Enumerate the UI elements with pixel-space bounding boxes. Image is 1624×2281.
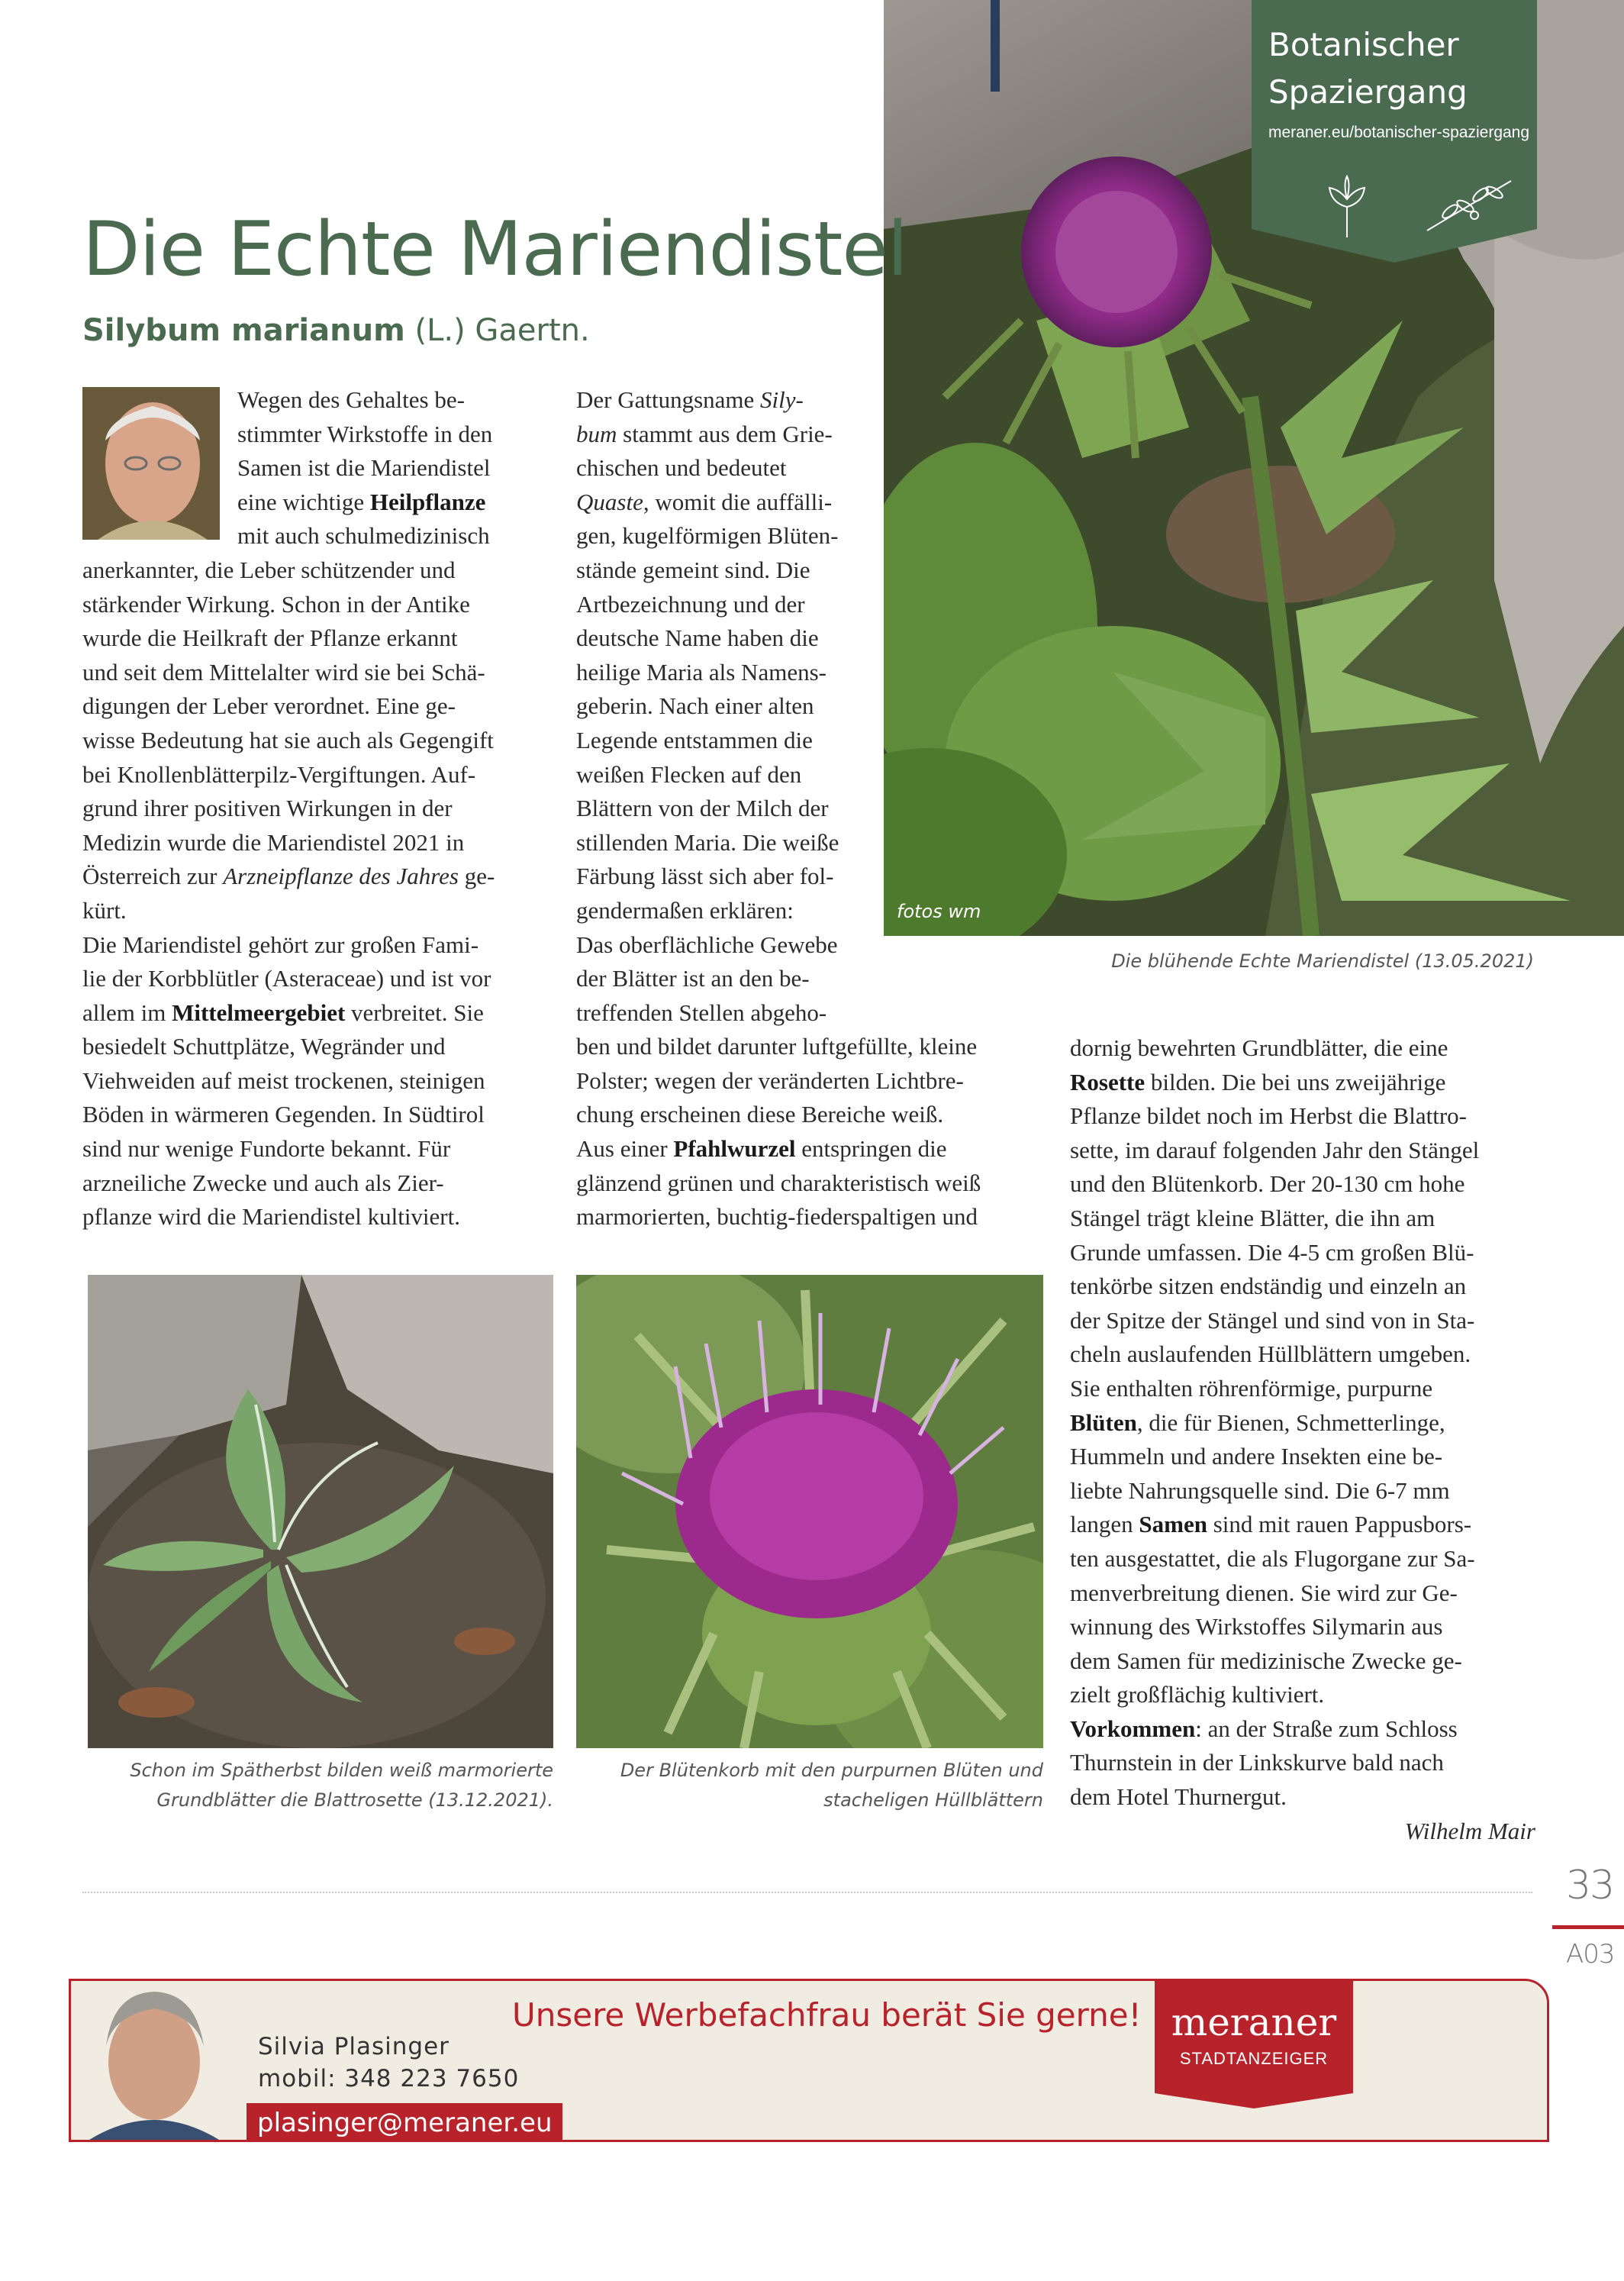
ad-headline: Unsere Werbefachfrau berät Sie gerne! bbox=[512, 1996, 1142, 2034]
ad-contact-portrait bbox=[82, 1979, 227, 2140]
article-column-3: dornig bewehrten Grundblätter, die eine Rosette bilden. Die bei uns zweijährige Pflanze bildet noch im Herbst die Blattro- sette, im darauf folgenden Jahr den Stängel und den Blütenkorb. Der 20-130 cm hohe Stängel trägt kleine Blätter, die ihn am Grunde umfassen. Die 4-5 cm großen Blü- tenkörbe sitzen endständig und einzeln an der Spitze der Stängel und sind von in Sta- cheln auslaufenden Hüllblättern umgeben. Sie enthalten röhrenförmige, purpurne Blüten, die für Bienen, Schmetterlinge, Hummeln und andere Insekten eine be- liebte Nahrungsquelle sind. Die 6-7 mm langen Samen sind mit rauen Pappusbors- ten ausgestattet, die als Flugorgane zur Sa- menverbreitung dienen. Sie wird zur Ge- winnung des Wirkstoffes Silymarin aus dem Samen für medizinische Zwecke ge- zielt großflächig kultiviert. Vorkommen: an der Straße zum Schloss Thurnstein in der Linkskurve bald nach dem Hotel Thurnergut. Wilhelm Mair bbox=[1070, 1031, 1558, 1848]
brand-subline: STADTANZEIGER bbox=[1179, 2049, 1329, 2068]
rosette-caption-line1: Schon im Spätherbst bilden weiß marmorierte bbox=[130, 1760, 553, 1781]
section-badge bbox=[1252, 0, 1537, 263]
ad-contact-phone: mobil: 348 223 7650 bbox=[258, 2065, 520, 2092]
main-photo-caption: Die blühende Echte Mariendistel (13.05.2021) bbox=[1111, 950, 1534, 972]
latin-name bbox=[82, 313, 590, 348]
latin-binomial: Silybum marianum bbox=[82, 313, 405, 348]
page-number-underline bbox=[1552, 1925, 1624, 1929]
olive-branch-icon bbox=[1419, 169, 1519, 238]
brand-name: meraner bbox=[1171, 2000, 1337, 2044]
ad-email-text: plasinger@meraner.eu bbox=[257, 2108, 553, 2138]
flower-head-caption bbox=[576, 1756, 1043, 1815]
article-author: Wilhelm Mair bbox=[1404, 1817, 1535, 1844]
flower-head-caption-line2: stacheligen Hüllblättern bbox=[823, 1789, 1043, 1811]
footer-divider bbox=[82, 1892, 1532, 1893]
page-number: 33 bbox=[1566, 1863, 1614, 1908]
brand-logo[interactable] bbox=[1155, 1979, 1353, 2108]
page-title: Die Echte Mariendistel bbox=[82, 206, 907, 293]
badge-title-line2: Spaziergang bbox=[1268, 73, 1468, 111]
flower-head-photo bbox=[576, 1275, 1043, 1748]
article-column-2: Der Gattungsname Sily- bum stammt aus dem Grie- chischen und bedeutet Quaste, womit die auffälli- gen, kugelförmigen Blüten- stände gemeint sind. Die Artbezeichnung und der deutsche Name haben die heilige Maria als Namens- geberin. Nach einer alten Legende entstammen die weißen Flecken auf den Blättern von der Milch der stillenden Maria. Die weiße Färbung lässt sich aber fol- gendermaßen erklären: Das oberflächliche Gewebe der Blätter ist an den be- treffenden Stellen abgeho- ben und bildet darunter luftgefüllte, kleine Polster; wegen der veränderten Lichtbre- chung erscheinen diese Bereiche weiß. Aus einer Pfahlwurzel entspringen die glänzend grünen und charakteristisch weiß marmorierten, buchtig-fiederspaltigen und bbox=[576, 386, 981, 1231]
page-code: A03 bbox=[1566, 1939, 1615, 1970]
photo-credit: fotos wm bbox=[897, 901, 981, 922]
ad-box bbox=[69, 1979, 1549, 2142]
badge-url: meraner.eu/botanischer-spaziergang bbox=[1268, 124, 1530, 141]
flower-line-icon bbox=[1320, 173, 1374, 241]
ad-email-button[interactable] bbox=[246, 2103, 562, 2142]
badge-title-line1: Botanischer bbox=[1268, 26, 1459, 63]
rosette-photo bbox=[88, 1275, 553, 1748]
rosette-caption bbox=[76, 1756, 553, 1815]
ad-contact-name: Silvia Plasinger bbox=[258, 2033, 450, 2060]
article-column-1: Wegen des Gehaltes be- stimmter Wirkstoffe in den Samen ist die Mariendistel eine wichtige Heilpflanze mit auch schulmedizinisch anerkannter, die Leber schützender und stärkender Wirkung. Schon in der Antike wurde die Heilkraft der Pflanze erkannt und seit dem Mittelalter wird sie bei Schä- digungen der Leber verordnet. Eine ge- wisse Bedeutung hat sie auch als Gegengift bei Knollenblätterpilz-Vergiftungen. Auf- grund ihrer positiven Wirkungen in der Medizin wurde die Mariendistel 2021 in Österreich zur Arzneipflanze des Jahres ge- kürt. Die Mariendistel gehört zur großen Fami- lie der Korbblütler (Asteraceae) und ist vor allem im Mittelmeergebiet verbreitet. Sie besiedelt Schuttplätze, Wegränder und Viehweiden auf meist trockenen, steinigen Böden in wärmeren Gegenden. In Südtirol sind nur wenige Fundorte bekannt. Für arzneiliche Zwecke und auch als Zier- pflanze wird die Mariendistel kultiviert. bbox=[82, 386, 495, 1231]
flower-head-caption-line1: Der Blütenkorb mit den purpurnen Blüten und bbox=[620, 1760, 1043, 1781]
latin-authority: (L.) Gaertn. bbox=[414, 313, 590, 348]
rosette-caption-line2: Grundblätter die Blattrosette (13.12.2021). bbox=[156, 1789, 553, 1811]
